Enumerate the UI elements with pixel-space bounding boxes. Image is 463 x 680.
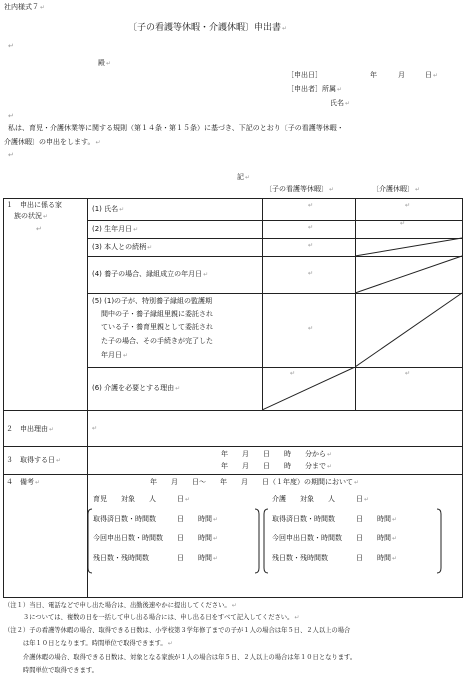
right-box-bracket-open	[263, 508, 269, 574]
date-year-label: 年	[370, 71, 377, 79]
cell-mark: ↵	[405, 202, 411, 209]
section-1-label-cont: 族の状況↵	[14, 212, 49, 220]
nursing-target-header: 介護 対象 人 日↵	[272, 495, 370, 503]
note-1-cont: ３については、複数の日を一括して申し出る場合には、申し出る日をすべて記入してください。↵	[4, 614, 300, 621]
blank-line-mark: ↵	[8, 112, 14, 120]
applicant-department-label: ［申出者］所属↵	[287, 85, 343, 93]
column-header-nursing-care: 〔介護休暇〕↵	[372, 185, 421, 193]
row-label-birthdate: (2) 生年月日↵	[92, 225, 139, 233]
cell-mark: ↵	[308, 270, 314, 277]
left-box-bracket-close	[254, 508, 260, 574]
blank-line-mark: ↵	[36, 225, 42, 233]
section-4-label: ４ 備考↵	[6, 478, 41, 486]
row-label-foster-line-5: 年月日↵	[101, 351, 129, 359]
blank-line-mark: ↵	[8, 42, 14, 50]
applicant-name-label: 氏名↵	[330, 99, 351, 107]
column-header-child-care: 〔子の看護等休暇〕↵	[265, 185, 335, 193]
intro-text-line-1: 私は、育児・介護休業等に関する規則（第１４条・第１５条）に基づき、下記のとおり〔子の看護等休暇・	[8, 124, 344, 132]
childcare-remaining: 残日数・残時間数 日 時間↵	[93, 554, 219, 562]
form-number: 社内様式７↵	[4, 3, 46, 11]
row-label-foster-line-4: た子の場合、その手続きが完了した	[101, 337, 213, 345]
form-title: 〔子の看護等休暇・介護休暇〕申出書↵	[128, 23, 288, 33]
cell-mark: ↵	[308, 242, 314, 249]
cell-mark: ↵	[290, 370, 296, 377]
not-applicable-strikes	[355, 198, 463, 410]
section-2-label: ２ 申出理由↵	[6, 425, 55, 433]
date-month-label: 月	[398, 71, 405, 79]
row-label-care-reason: (6) 介護を必要とする理由↵	[92, 384, 181, 392]
section-1-label: １ 申出に係る家	[6, 201, 62, 209]
row-label-name: (1) 氏名↵	[92, 205, 125, 213]
section-3-label: ３ 取得する日↵	[6, 456, 62, 464]
nursing-requested: 今回申出日数・時間数 日 時間↵	[272, 534, 398, 542]
nursing-remaining: 残日数・残時間数 日 時間↵	[272, 554, 398, 562]
note-2: （注２）子の看護等休暇の場合、取得できる日数は、小学校第３学年修了までの子が１人の場合は年５日、２人以上の場合	[4, 627, 351, 634]
row-label-relationship: (3) 本人との続柄↵	[92, 243, 153, 251]
nursing-taken: 取得済日数・時間数 日 時間↵	[272, 515, 398, 523]
remarks-period: 年 月 日～ 年 月 日（１年度）の期間において↵	[150, 478, 360, 486]
not-applicable-strike-row6	[262, 367, 356, 410]
cell-mark: ↵	[400, 220, 406, 227]
childcare-taken: 取得済日数・時間数 日 時間↵	[93, 515, 219, 523]
ki-heading: 記↵	[237, 173, 251, 181]
row-label-adoption-date: (4) 養子の場合、縁組成立の年月日↵	[92, 270, 209, 278]
childcare-target-header: 育児 対象 人 日↵	[93, 495, 191, 503]
cell-mark: ↵	[92, 425, 98, 432]
intro-text-line-2: 介護休暇〕の申出をします。↵	[4, 138, 101, 146]
blank-line-mark: ↵	[8, 151, 14, 159]
take-from: 年 月 日 時 分から↵	[221, 450, 333, 458]
note-1: （注１）当日、電話などで申し出た場合は、出勤後速やかに提出してください。↵	[4, 602, 237, 609]
cell-mark: ↵	[308, 325, 314, 332]
note-2-care: 介護休暇の場合、取得できる日数は、対象となる家族が１人の場合は年５日、２人以上の場合は年１０日となります。	[4, 654, 357, 661]
row-label-foster-line-1: (5) (1)の子が、特別養子縁組の監護期	[92, 297, 213, 305]
row-label-foster-line-2: 間中の子・養子縁組里親に委託され	[101, 310, 213, 318]
note-2-care-cont: 時間単位で取得できます。	[4, 667, 98, 674]
cell-mark: ↵	[308, 224, 314, 231]
date-label: ［申出日］	[287, 71, 322, 79]
childcare-requested: 今回申出日数・時間数 日 時間↵	[93, 534, 219, 542]
cell-mark: ↵	[405, 370, 411, 377]
note-2-cont: は年１０日となります。時間単位で取得できます。↵	[4, 640, 173, 647]
row-label-foster-line-3: ている子・養育里親として委託され	[101, 323, 213, 331]
cell-mark: ↵	[308, 202, 314, 209]
addressee: 殿↵	[98, 59, 112, 67]
right-box-bracket-close	[436, 508, 442, 574]
date-day-label: 日↵	[425, 71, 439, 79]
take-to: 年 月 日 時 分まで↵	[221, 462, 333, 470]
